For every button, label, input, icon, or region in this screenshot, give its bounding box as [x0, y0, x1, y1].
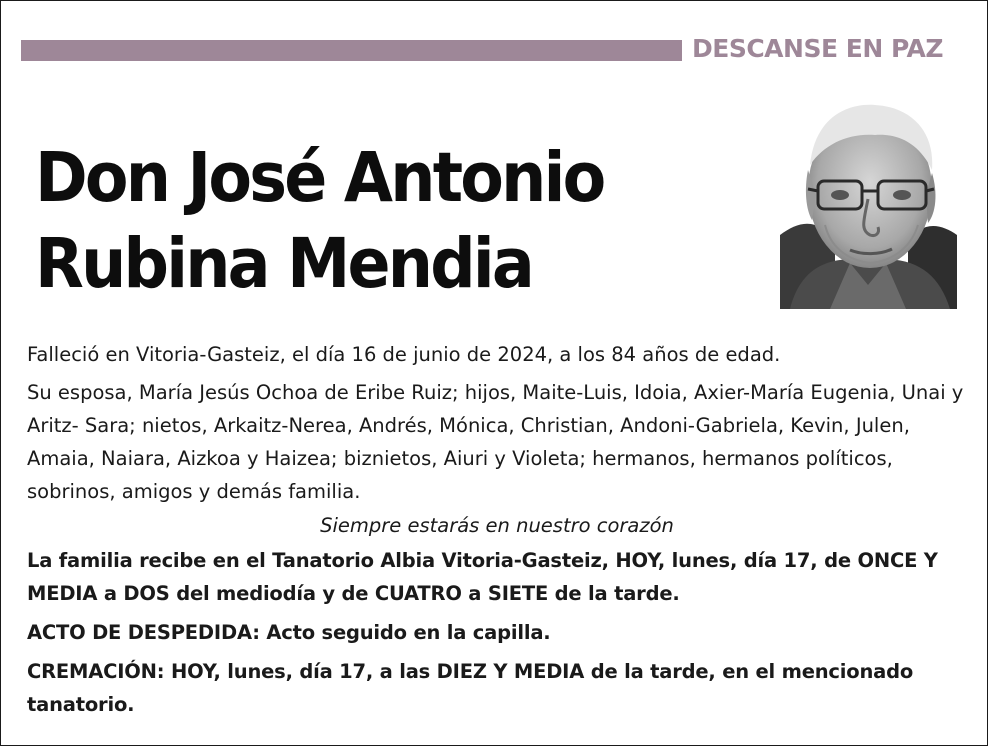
portrait-photo [780, 95, 957, 309]
cremation-info: CREMACIÓN: HOY, lunes, día 17, a las DIEZ Y MEDIA de la tarde, en el mencionado tanatorio. [27, 660, 914, 716]
death-announcement: Falleció en Vitoria-Gasteiz, el día 16 de junio de 2024, a los 84 años de edad. [27, 343, 781, 366]
farewell-info: ACTO DE DESPEDIDA: Acto seguido en la capilla. [27, 621, 551, 644]
memorial-motto: Siempre estarás en nuestro corazón [320, 514, 674, 537]
portrait-image [780, 95, 957, 309]
deceased-name-line-1: Don José Antonio [35, 138, 604, 218]
deceased-name-line-2: Rubina Mendia [35, 224, 532, 304]
header-bar [21, 40, 682, 61]
family-list: Su esposa, María Jesús Ochoa de Eribe Ruiz; hijos, Maite-Luis, Idoia, Axier-María Eugenia, Unai y Aritz- Sara; nietos, Arkaitz-Nerea, Andrés, Mónica, Christian, Andoni-Gabriela, Kevin, Julen, Amaia, Naiara, Aizkoa y Haizea; biznietos, Aiuri y Violeta; hermanos, hermanos políticos, sobrinos, amigos y demás familia. [27, 381, 964, 503]
header-kicker: DESCANSE EN PAZ [692, 34, 943, 63]
reception-info: La familia recibe en el Tanatorio Albia Vitoria-Gasteiz, HOY, lunes, día 17, de ONCE Y MEDIA a DOS del mediodía y de CUATRO a SIETE de la tarde. [27, 549, 938, 605]
deceased-name [35, 135, 603, 307]
notice-body [27, 338, 967, 721]
